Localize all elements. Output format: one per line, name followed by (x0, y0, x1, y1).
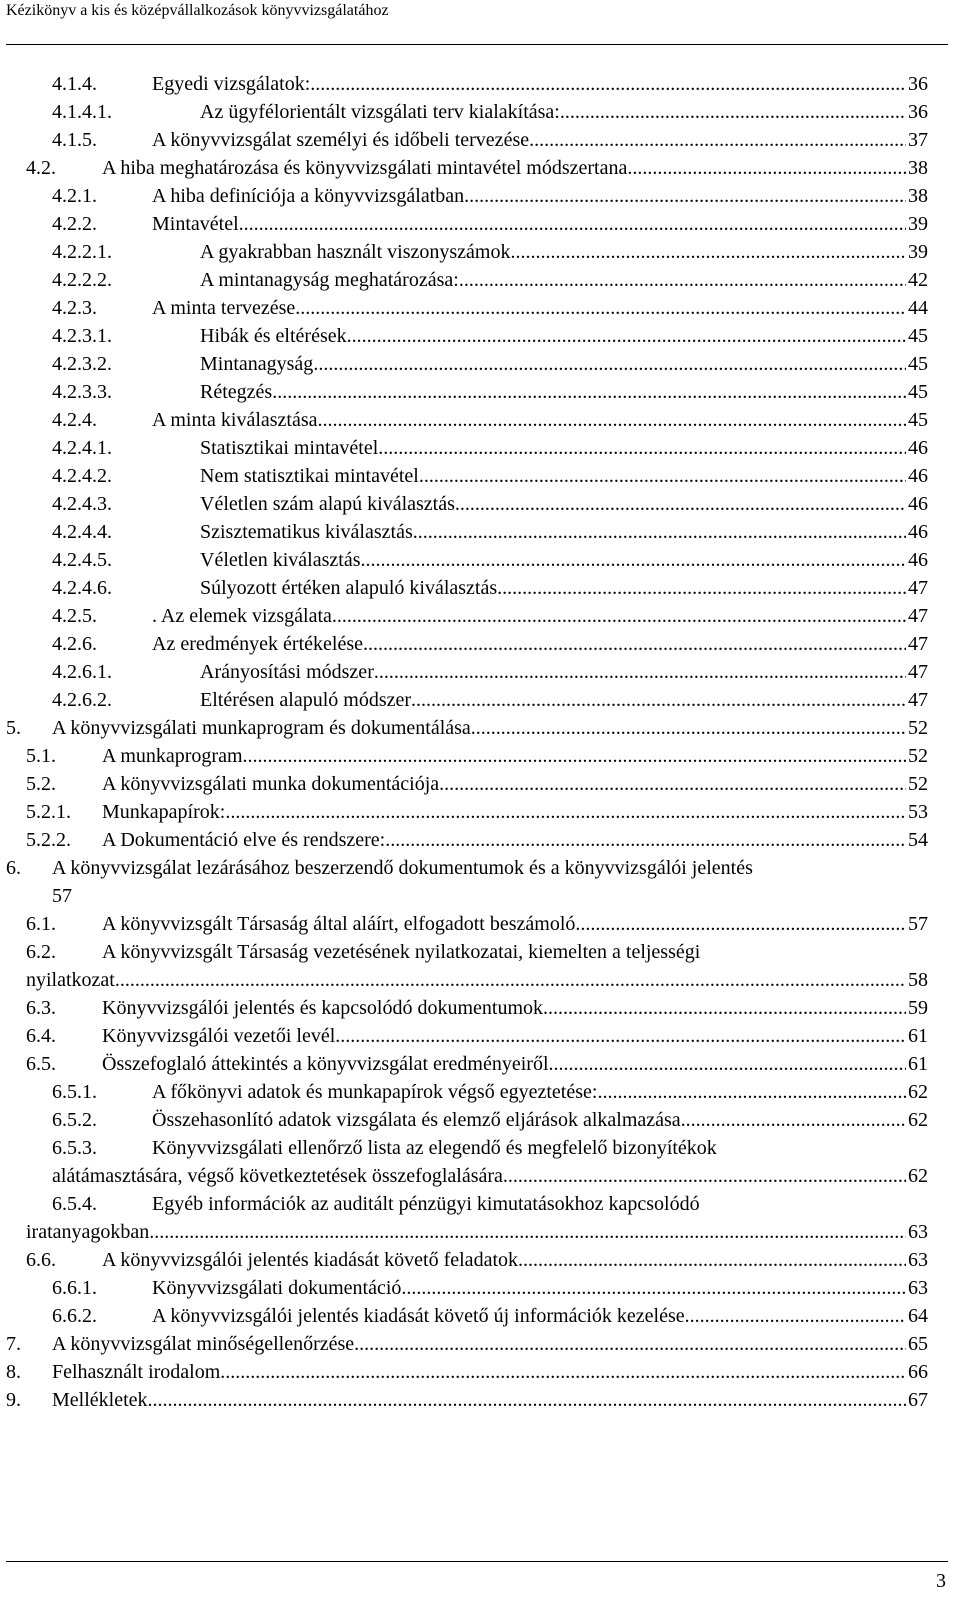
toc-entry-page: 45 (908, 409, 928, 431)
toc-leader-dots (510, 238, 906, 266)
toc-entry-number: 4.1.5. (52, 129, 97, 151)
toc-entry-title: Nem statisztikai mintavétel (200, 465, 419, 487)
toc-entry-number: 4.2.6.1. (52, 661, 112, 683)
toc-entry-title: A Dokumentáció elve és rendszere: (102, 829, 386, 851)
toc-entry-number: 4.2.3.3. (52, 381, 112, 403)
toc-entry-page: 62 (908, 1165, 928, 1187)
toc-entry-page: 37 (908, 129, 928, 151)
toc-entry (26, 770, 928, 798)
toc-entry-number: 4.2.3. (52, 297, 97, 319)
toc-entry-title: A mintanagyság meghatározása: (200, 269, 459, 291)
toc-entry-page: 36 (908, 73, 928, 95)
toc-leader-dots (313, 350, 906, 378)
toc-entry (6, 1330, 928, 1358)
toc-entry-title-continued: nyilatkozat (26, 969, 115, 991)
toc-entry-page: 64 (908, 1305, 928, 1327)
toc-entry-title: Mellékletek (52, 1389, 148, 1411)
toc-leader-dots (464, 182, 906, 210)
toc-entry (52, 462, 928, 490)
toc-entry (26, 742, 928, 770)
toc-entry-title: A könyvvizsgálati munka dokumentációja (102, 773, 440, 795)
toc-entry-page: 62 (908, 1081, 928, 1103)
toc-entry-page: 44 (908, 297, 928, 319)
toc-leader-dots (239, 210, 906, 238)
toc-entry-number: 6.6.2. (52, 1305, 97, 1327)
toc-entry-page: 62 (908, 1109, 928, 1131)
toc-leader-dots (401, 1274, 906, 1302)
toc-entry (52, 490, 928, 518)
toc-entry (6, 1386, 928, 1414)
toc-entry-number: 4.2.6.2. (52, 689, 112, 711)
toc-leader-dots (627, 154, 906, 182)
toc-entry (26, 1050, 928, 1078)
toc-entry-title: Véletlen szám alapú kiválasztás (200, 493, 455, 515)
toc-entry-page: 45 (908, 353, 928, 375)
toc-leader-dots (575, 910, 906, 938)
toc-entry-number: 8. (6, 1361, 21, 1383)
toc-entry-page: 39 (908, 213, 928, 235)
toc-leader-dots (272, 378, 906, 406)
toc-entry (52, 1302, 928, 1330)
toc-entry-title: A minta tervezése (152, 297, 296, 319)
toc-leader-dots (347, 322, 906, 350)
toc-entry (52, 378, 928, 406)
toc-entry-title: A könyvvizsgált Társaság által aláírt, elfogadott beszámoló (102, 913, 576, 935)
toc-entry-title: Szisztematikus kiválasztás (200, 521, 413, 543)
toc-entry-page: 42 (908, 269, 928, 291)
toc-entry (26, 910, 928, 938)
toc-entry (52, 1078, 928, 1106)
toc-entry-title-continued: iratanyagokban (26, 1221, 150, 1243)
toc-entry-number: 7. (6, 1333, 21, 1355)
toc-entry-title: Egyéb információk az auditált pénzügyi kimutatásokhoz kapcsolódó (152, 1193, 700, 1215)
toc-entry-title: Könyvvizsgálati dokumentáció (152, 1277, 402, 1299)
toc-entry (52, 350, 928, 378)
toc-entry-page: 46 (908, 521, 928, 543)
toc-entry-number: 6.5.3. (52, 1137, 97, 1159)
toc-entry-page: 46 (908, 493, 928, 515)
toc-entry-title: Súlyozott értéken alapuló kiválasztás (200, 577, 498, 599)
toc-entry-page: 38 (908, 157, 928, 179)
toc-entry-page: 61 (908, 1053, 928, 1075)
toc-entry-page: 54 (908, 829, 928, 851)
toc-entry-title: Felhasznált irodalom (52, 1361, 221, 1383)
toc-entry-number: 4.2.1. (52, 185, 97, 207)
toc-leader-dots (455, 490, 906, 518)
toc-entry-title: . Az elemek vizsgálata (152, 605, 332, 627)
toc-entry (52, 686, 928, 714)
toc-entry-title: Véletlen kiválasztás (200, 549, 361, 571)
toc-entry-title: A hiba meghatározása és könyvvizsgálati mintavétel módszertana (102, 157, 628, 179)
toc-entry-title-continued: alátámasztására, végső következtetések összefoglalására (52, 1165, 503, 1187)
toc-entry-number: 4.1.4. (52, 73, 97, 95)
toc-entry-title: Statisztikai mintavétel (200, 437, 379, 459)
toc-entry-number: 4.2. (26, 157, 56, 179)
toc-entry (52, 434, 928, 462)
toc-entry-number: 4.2.4.1. (52, 437, 112, 459)
toc-leader-dots (597, 1078, 906, 1106)
toc-leader-dots (681, 1106, 906, 1134)
toc-entry-number: 6.5.4. (52, 1193, 97, 1215)
toc-entry-number: 6.5.1. (52, 1081, 97, 1103)
toc-entry-page: 52 (908, 717, 928, 739)
toc-leader-dots (529, 126, 906, 154)
toc-entry-page: 63 (908, 1277, 928, 1299)
toc-entry-page: 57 (908, 913, 928, 935)
toc-entry-number: 6.5.2. (52, 1109, 97, 1131)
toc-entry-title: Arányosítási módszer (200, 661, 374, 683)
toc-leader-dots (459, 266, 906, 294)
toc-entry-title: A könyvvizsgálat minőségellenőrzése (52, 1333, 355, 1355)
toc-leader-dots (471, 714, 906, 742)
toc-entry-number: 4.2.4.6. (52, 577, 112, 599)
toc-entry-title: A minta kiválasztása (152, 409, 318, 431)
toc-entry-page: 63 (908, 1249, 928, 1271)
header-title: Kézikönyv a kis és középvállalkozások könyvvizsgálatához (6, 2, 389, 19)
toc-entry-page: 67 (908, 1389, 928, 1411)
toc-leader-dots (354, 1330, 906, 1358)
toc-leader-dots (148, 1386, 906, 1414)
toc-entry (52, 602, 928, 630)
toc-entry-number: 4.2.5. (52, 605, 97, 627)
toc-entry-page: 61 (908, 1025, 928, 1047)
toc-entry-title: Eltérésen alapuló módszer (200, 689, 412, 711)
toc-entry (26, 798, 928, 826)
toc-entry-title: Egyedi vizsgálatok: (152, 73, 311, 95)
toc-entry (52, 1274, 928, 1302)
toc-entry-title: Mintavétel (152, 213, 239, 235)
toc-leader-dots (413, 518, 906, 546)
toc-entry-page: 36 (908, 101, 928, 123)
toc-entry-title: Összefoglaló áttekintés a könyvvizsgálat eredményeiről (102, 1053, 549, 1075)
toc-entry (6, 714, 928, 742)
toc-entry-number: 4.2.4.3. (52, 493, 112, 515)
toc-leader-dots (363, 630, 906, 658)
toc-entry (52, 294, 928, 322)
toc-entry-page: 59 (908, 997, 928, 1019)
toc-entry-page: 47 (908, 605, 928, 627)
toc-entry-page: 47 (908, 577, 928, 599)
toc-entry (26, 966, 928, 994)
toc-entry (52, 238, 928, 266)
toc-entry (6, 1358, 928, 1386)
toc-entry-number: 5.1. (26, 745, 56, 767)
toc-entry-page: 47 (908, 689, 928, 711)
toc-leader-dots (419, 462, 906, 490)
toc-entry (52, 574, 928, 602)
toc-leader-dots (497, 574, 906, 602)
toc-entry (52, 546, 928, 574)
header-rule (6, 44, 948, 45)
toc-leader-dots (115, 966, 906, 994)
toc-entry-title: A könyvvizsgált Társaság vezetésének nyilatkozatai, kiemelten a teljességi (102, 941, 701, 963)
toc-entry-page: 46 (908, 437, 928, 459)
toc-entry (26, 154, 928, 182)
toc-entry (52, 658, 928, 686)
toc-entry-number: 4.2.2.2. (52, 269, 112, 291)
toc-entry-page: 53 (908, 801, 928, 823)
toc-entry-number: 5.2. (26, 773, 56, 795)
toc-entry-page: 52 (908, 773, 928, 795)
toc-entry-number: 4.2.2.1. (52, 241, 112, 263)
toc-entry-number: 5.2.1. (26, 801, 71, 823)
toc-leader-dots (503, 1162, 906, 1190)
toc-entry-title: Könyvvizsgálati ellenőrző lista az elegendő és megfelelő bizonyítékok (152, 1137, 717, 1159)
toc-leader-dots (225, 798, 906, 826)
toc-leader-dots (518, 1246, 906, 1274)
toc-entry (52, 518, 928, 546)
toc-leader-dots (378, 434, 906, 462)
toc-entry-page: 63 (908, 1221, 928, 1243)
toc-entry-page: 45 (908, 381, 928, 403)
toc-entry-number: 4.2.3.1. (52, 325, 112, 347)
toc-entry-number: 4.1.4.1. (52, 101, 112, 123)
toc-leader-dots (243, 742, 906, 770)
toc-entry-page: 47 (908, 633, 928, 655)
toc-entry (52, 210, 928, 238)
toc-entry-page: 45 (908, 325, 928, 347)
footer-rule (6, 1561, 948, 1562)
toc-entry-page: 65 (908, 1333, 928, 1355)
toc-leader-dots (374, 658, 906, 686)
running-header (0, 0, 960, 48)
toc-entry-title: A munkaprogram (102, 745, 243, 767)
toc-entry-number: 9. (6, 1389, 21, 1411)
toc-leader-dots (149, 1218, 906, 1246)
toc-leader-dots (560, 98, 906, 126)
toc-entry-number: 4.2.2. (52, 213, 97, 235)
toc-entry-number: 4.2.4.4. (52, 521, 112, 543)
toc-entry (52, 266, 928, 294)
toc-entry-page: 39 (908, 241, 928, 263)
toc-entry-number: 5.2.2. (26, 829, 71, 851)
toc-entry (26, 826, 928, 854)
toc-leader-dots (335, 1022, 906, 1050)
toc-entry-number: 5. (6, 717, 21, 739)
toc-entry-title: A könyvvizsgálat lezárásához beszerzendő dokumentumok és a könyvvizsgálói jelentés (52, 857, 753, 879)
toc-leader-dots (295, 294, 906, 322)
toc-entry-page: 58 (908, 969, 928, 991)
toc-entry-title: Könyvvizsgálói vezetői levél (102, 1025, 336, 1047)
toc-entry-number: 4.2.4.5. (52, 549, 112, 571)
toc-entry (52, 1106, 928, 1134)
toc-entry (26, 1246, 928, 1274)
toc-leader-dots (332, 602, 906, 630)
toc-entry-page: 46 (908, 549, 928, 571)
toc-entry-number: 6.4. (26, 1025, 56, 1047)
toc-leader-dots (549, 1050, 906, 1078)
toc-entry-title: A főkönyvi adatok és munkapapírok végső egyeztetése: (152, 1081, 598, 1103)
toc-leader-dots (385, 826, 906, 854)
toc-entry-number: 4.2.4. (52, 409, 97, 431)
toc-entry-title: Könyvvizsgálói jelentés és kapcsolódó dokumentumok (102, 997, 544, 1019)
toc-entry-title: A könyvvizsgálat személyi és időbeli tervezése (152, 129, 530, 151)
toc-leader-dots (220, 1358, 906, 1386)
toc-entry-number: 4.2.4.2. (52, 465, 112, 487)
toc-entry (52, 126, 928, 154)
toc-entry-page: 66 (908, 1361, 928, 1383)
toc-entry-title: Mintanagyság (200, 353, 314, 375)
toc-entry-title: A könyvvizsgálói jelentés kiadását követő új információk kezelése (152, 1305, 685, 1327)
toc-entry-page: 52 (908, 745, 928, 767)
toc-entry-page: 47 (908, 661, 928, 683)
toc-entry (52, 406, 928, 434)
toc-leader-dots (361, 546, 907, 574)
toc-entry-number: 6.6. (26, 1249, 56, 1271)
toc-entry-number: 6.5. (26, 1053, 56, 1075)
toc-entry-number: 6.3. (26, 997, 56, 1019)
toc-entry-title: A könyvvizsgálói jelentés kiadását követő feladatok (102, 1249, 518, 1271)
toc-entry (26, 1218, 928, 1246)
toc-entry-page: 38 (908, 185, 928, 207)
toc-entry-number: 4.2.6. (52, 633, 97, 655)
toc-leader-dots (685, 1302, 906, 1330)
toc-entry (52, 98, 928, 126)
toc-entry (52, 322, 928, 350)
toc-entry-title: A hiba definíciója a könyvvizsgálatban (152, 185, 465, 207)
toc-entry-number: 6.2. (26, 941, 56, 963)
toc-entry-title: Összehasonlító adatok vizsgálata és elemző eljárások alkalmazása (152, 1109, 681, 1131)
page-number: 3 (936, 1570, 946, 1592)
toc-entry-title: A gyakrabban használt viszonyszámok (200, 241, 511, 263)
toc-entry-number: 6. (6, 857, 21, 879)
toc-leader-dots (318, 406, 906, 434)
toc-entry (26, 1022, 928, 1050)
toc-entry-title: A könyvvizsgálati munkaprogram és dokumentálása (52, 717, 471, 739)
toc-entry-page: 57 (52, 885, 72, 907)
toc-entry-title: Hibák és eltérések (200, 325, 347, 347)
toc-entry-number: 6.1. (26, 913, 56, 935)
toc-leader-dots (543, 994, 906, 1022)
toc-entry-title: Munkapapírok: (102, 801, 226, 823)
toc-entry-number: 6.6.1. (52, 1277, 97, 1299)
toc-leader-dots (411, 686, 906, 714)
toc-entry-title: Az ügyfélorientált vizsgálati terv kialakítása: (200, 101, 560, 123)
toc-entry (52, 70, 928, 98)
toc-entry (52, 182, 928, 210)
toc-entry-number: 4.2.3.2. (52, 353, 112, 375)
toc-entry (26, 994, 928, 1022)
toc-entry-page: 46 (908, 465, 928, 487)
toc-leader-dots (439, 770, 906, 798)
toc-entry-title: Rétegzés (200, 381, 273, 403)
toc-entry-title: Az eredmények értékelése (152, 633, 363, 655)
toc-leader-dots (310, 70, 906, 98)
toc-entry (52, 630, 928, 658)
toc-entry (52, 1162, 928, 1190)
